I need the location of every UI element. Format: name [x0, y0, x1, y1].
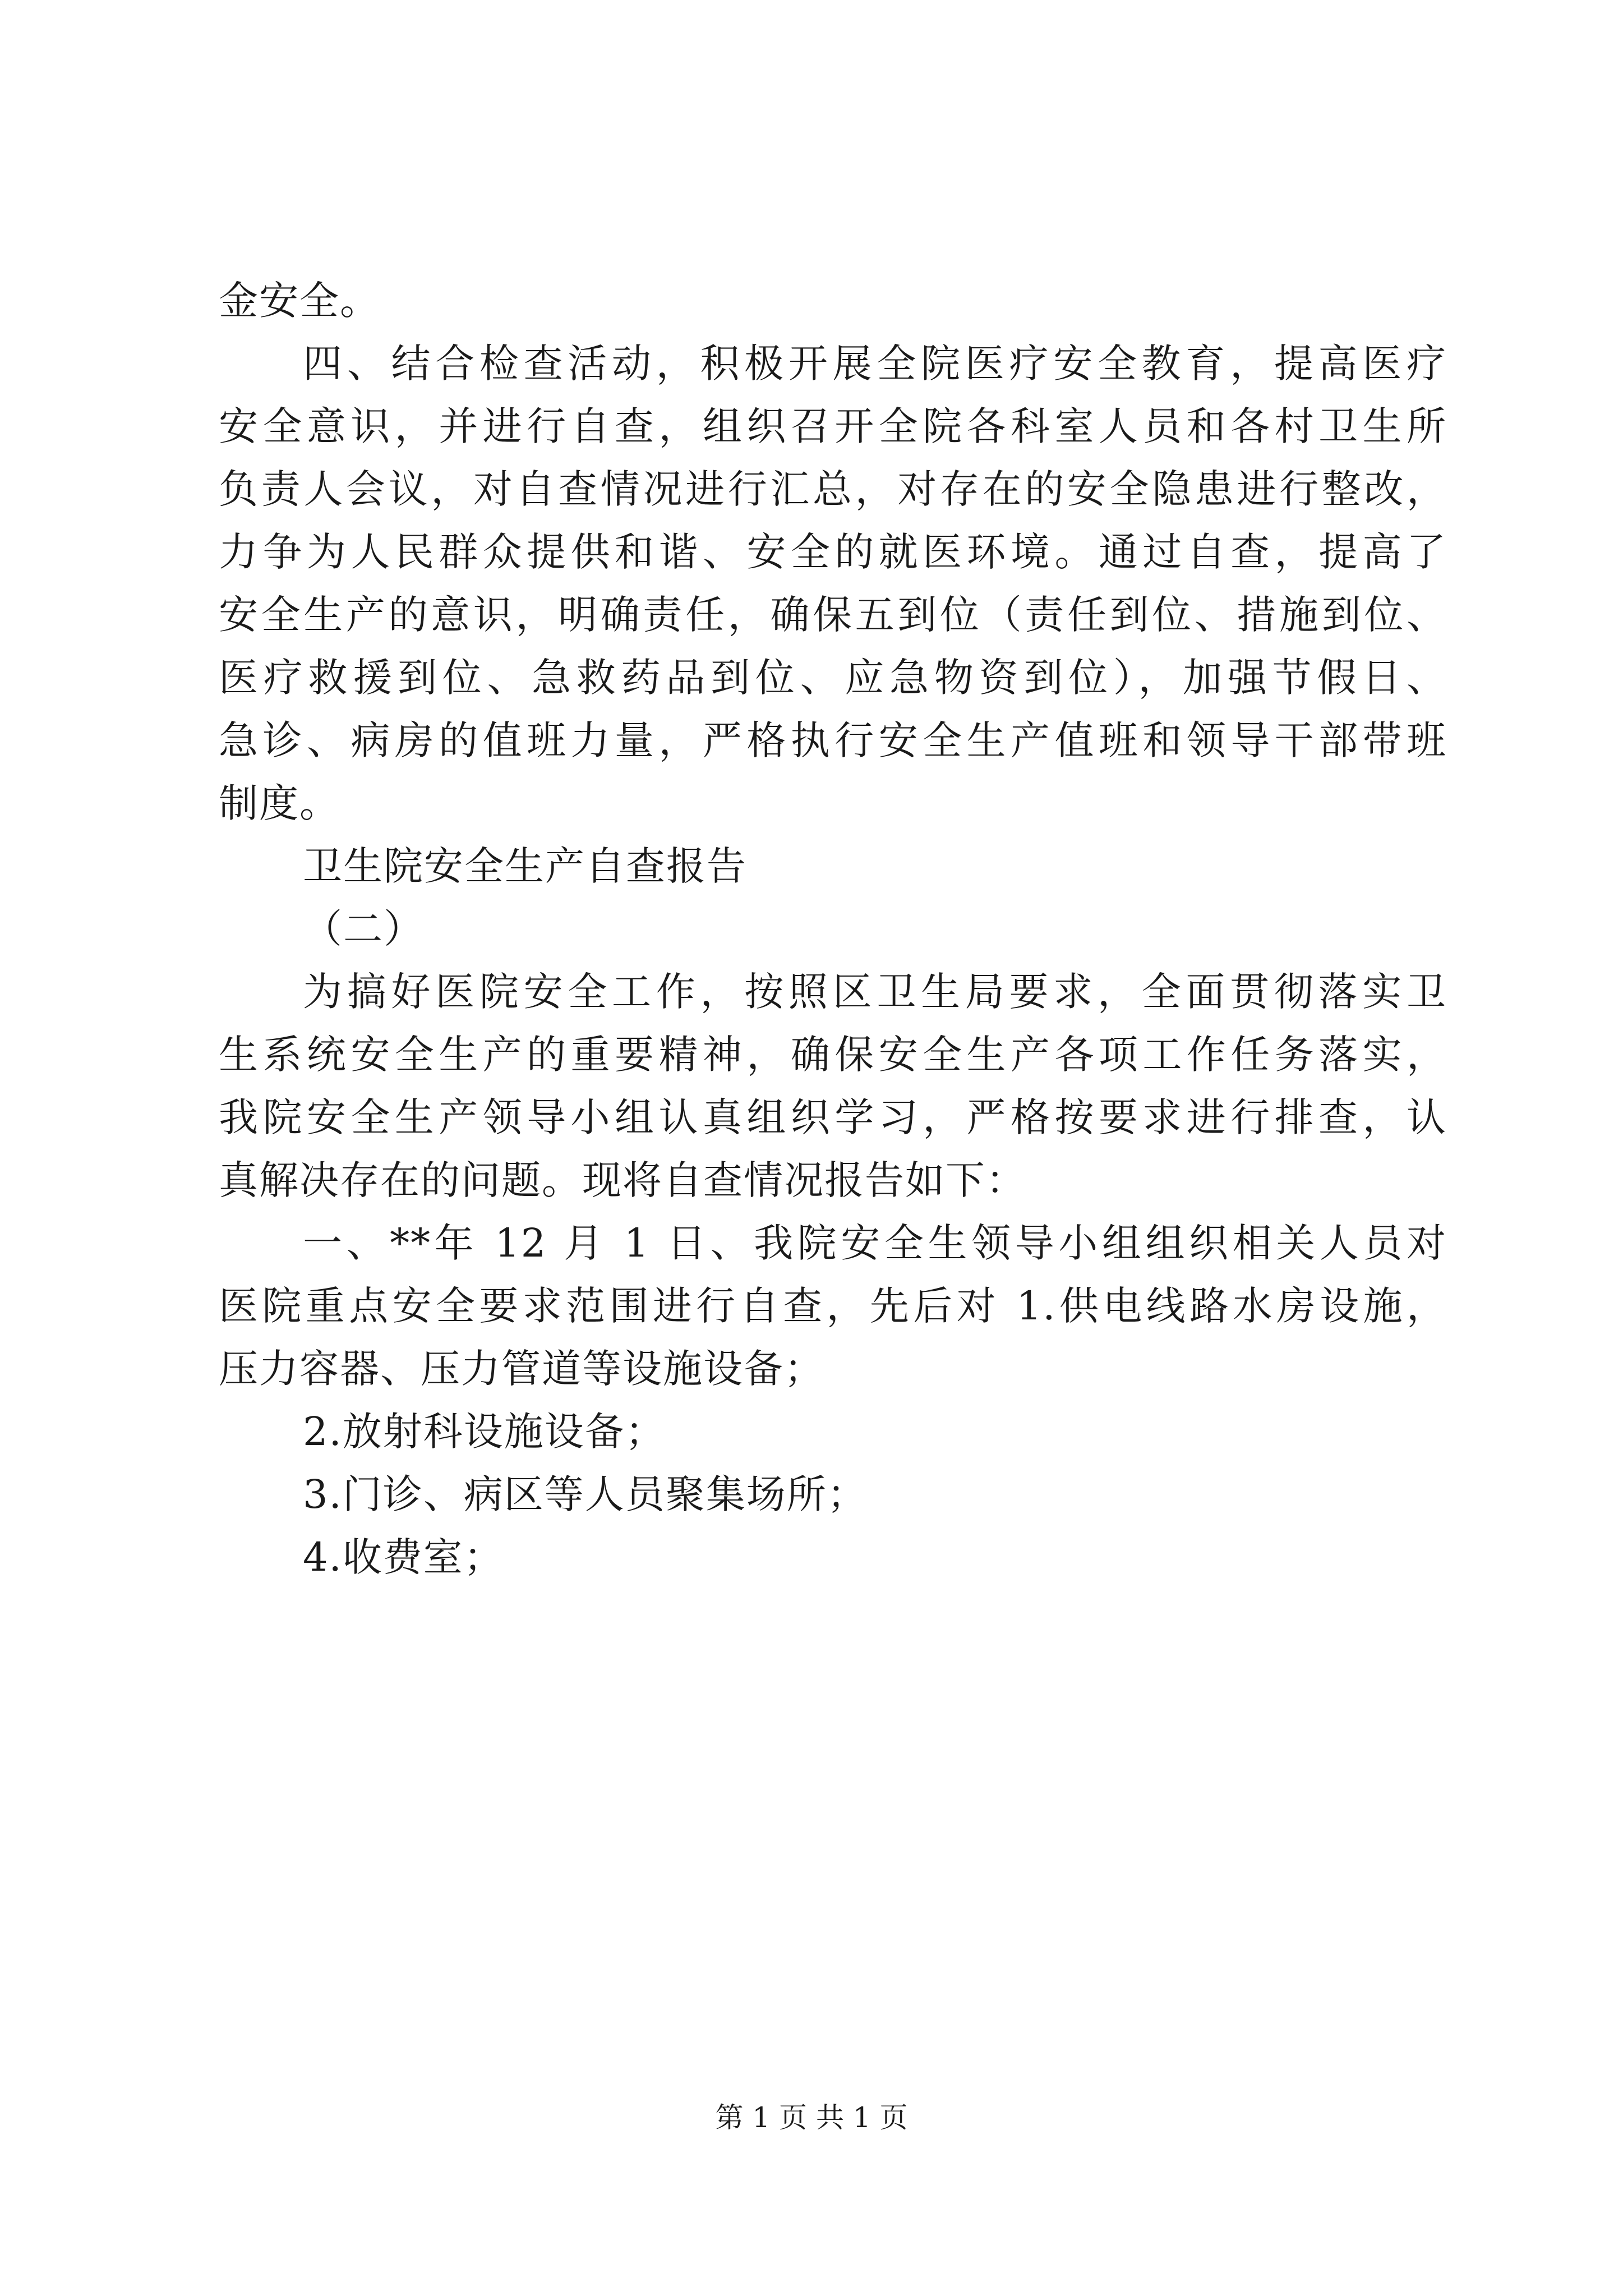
page-footer [0, 2098, 1623, 2137]
paragraph-line: 真解决存在的问题。现将自查情况报告如下： [219, 1157, 1026, 1203]
paragraph-line: 安全意识，并进行自查，组织召开全院各科室人员和各村卫生所 [219, 403, 1447, 449]
paragraph-line: 为搞好医院安全工作，按照区卫生局要求，全面贯彻落实卫 [303, 969, 1447, 1015]
paragraph-line: 负责人会议，对自查情况进行汇总，对存在的安全隐患进行整改， [219, 466, 1447, 512]
paragraph-line: 我院安全生产领导小组认真组织学习，严格按要求进行排查，认 [219, 1094, 1447, 1140]
section-number: （二） [303, 906, 424, 952]
paragraph-line: 医院重点安全要求范围进行自查，先后对 1.供电线路水房设施， [219, 1283, 1447, 1329]
section-title: 卫生院安全生产自查报告 [303, 843, 747, 889]
paragraph-line: 四、结合检查活动，积极开展全院医疗安全教育，提高医疗 [303, 341, 1447, 386]
page-number: 第 1 页 共 1 页 [715, 2101, 908, 2134]
paragraph-line: 压力容器、压力管道等设施设备； [219, 1346, 824, 1392]
paragraph-line: 一、**年 12 月 1 日、我院安全生领导小组组织相关人员对 [303, 1220, 1447, 1266]
paragraph-line: 制度。 [219, 780, 340, 826]
list-item: 4.收费室； [303, 1534, 504, 1580]
paragraph-line: 力争为人民群众提供和谐、安全的就医环境。通过自查，提高了 [219, 529, 1447, 575]
paragraph-line: 急诊、病房的值班力量，严格执行安全生产值班和领导干部带班 [219, 717, 1447, 763]
paragraph-line: 安全生产的意识，明确责任，确保五到位（责任到位、措施到位、 [219, 592, 1447, 638]
list-item: 3.门诊、病区等人员聚集场所； [303, 1471, 868, 1517]
text-line: 金安全。 [219, 278, 380, 324]
paragraph-line: 医疗救援到位、急救药品到位、应急物资到位），加强节假日、 [219, 655, 1447, 701]
document-body [219, 269, 1447, 1589]
list-item: 2.放射科设施设备； [303, 1409, 666, 1455]
paragraph-line: 生系统安全生产的重要精神，确保安全生产各项工作任务落实， [219, 1032, 1447, 1078]
